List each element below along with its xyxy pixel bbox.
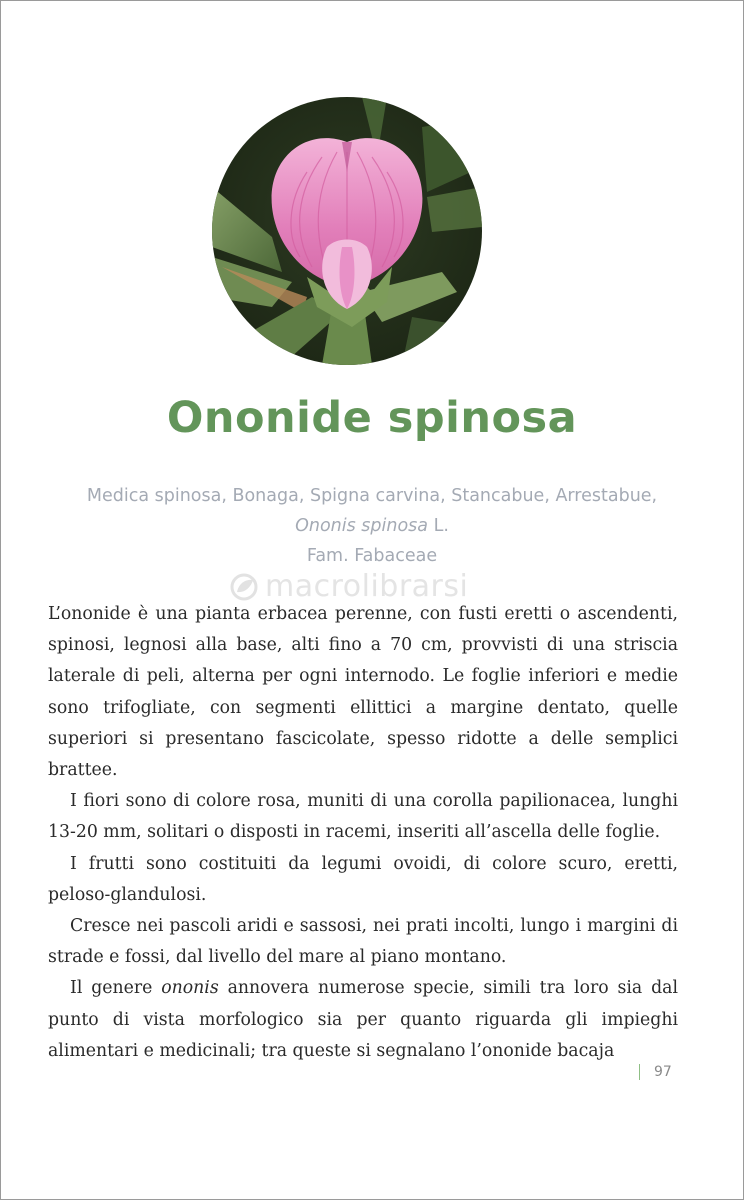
paragraph xyxy=(48,973,678,1067)
paragraph-text: Il genere xyxy=(70,978,162,999)
paragraph: I fiori sono di colore rosa, muniti di una corolla papilionacea, lunghi 13-20 mm, solitari o disposti in racemi, inseriti all’ascella delle foglie. xyxy=(48,791,678,843)
plant-subtitle xyxy=(1,481,743,571)
page-number: 97 xyxy=(654,1064,672,1080)
page-title: Ononide spinosa xyxy=(166,393,578,443)
leaf-logo-icon xyxy=(229,572,259,602)
paragraph: I frutti sono costituiti da legumi ovoidi, di colore scuro, eretti, peloso-glandulosi. xyxy=(48,853,678,905)
scientific-name: Ononis spinosa xyxy=(295,516,429,536)
genus-name: ononis xyxy=(161,978,219,999)
paragraph: Cresce nei pascoli aridi e sassosi, nei prati incolti, lungo i margini di strade e fossi, dal livello del mare al piano montano. xyxy=(48,916,678,968)
page-footer xyxy=(639,1064,672,1080)
body-text xyxy=(48,599,678,1067)
watermark-text: macrolibrarsi xyxy=(265,569,469,604)
flower-photo xyxy=(212,97,482,365)
scientific-name-line xyxy=(1,511,743,541)
common-names: Medica spinosa, Bonaga, Spigna carvina, Stancabue, Arrestabue, xyxy=(86,486,658,506)
paragraph: L’ononide è una pianta erbacea perenne, con fusti eretti o ascendenti, spinosi, legnosi alla base, alti fino a 70 cm, provvisti di una striscia laterale di peli, alterna per ogni internodo. Le foglie inferiori e medie sono trifogliate, con segmenti ellittici a margine dentato, quelle superiori si presentano fascicolate, spesso ridotte a delle semplici brattee. xyxy=(48,604,678,781)
family-name: Fam. Fabaceae xyxy=(306,546,438,566)
flower-illustration xyxy=(212,97,482,365)
paragraph-text: annovera numerose specie, simili tra loro sia dal punto di vista morfologico sia per quanto riguarda gli impieghi alimentari e medicinali; tra queste si segnalano l’ononide bacaja xyxy=(48,978,678,1061)
page-number-rule xyxy=(639,1064,640,1080)
author-abbrev: L. xyxy=(428,516,449,536)
